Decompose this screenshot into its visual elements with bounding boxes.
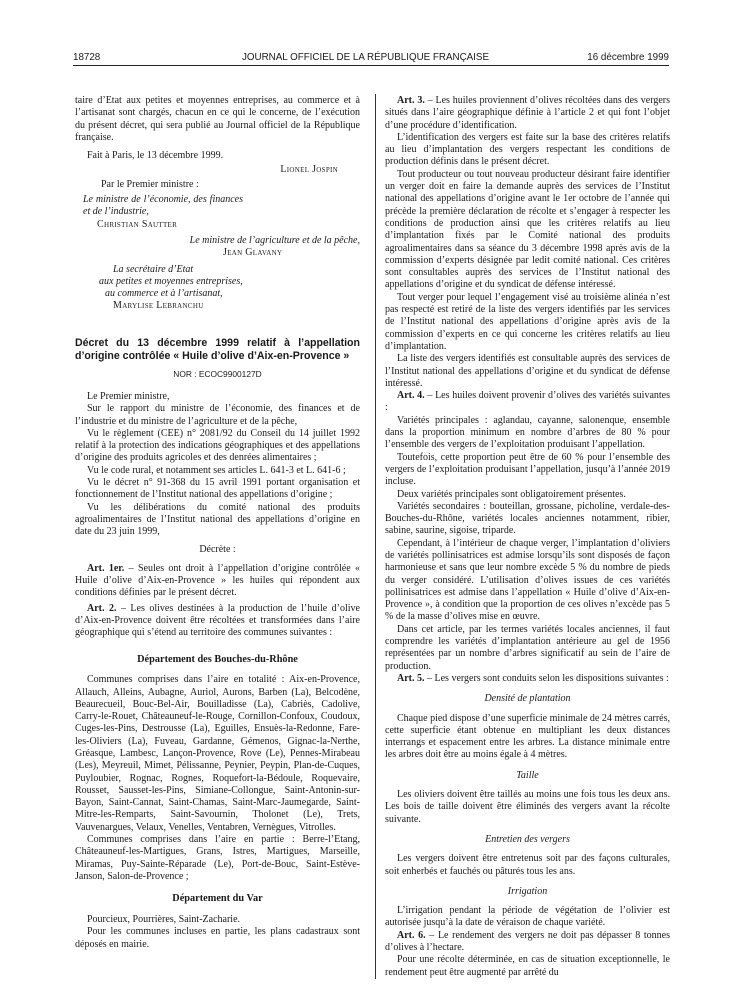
article-2-label: Art. 2. [87,602,117,614]
recolte-exceptionnelle: Pour une récolte déterminée, en cas de situation exceptionnelle, le rendement peut être augmenté par arrêté du [385,954,670,978]
signatory-1-name: Christian Sautter [97,218,178,230]
cependant: Cependant, à l’intérieur de chaque verger, l’implantation d’oliviers de variétés pollinisatrices est admise lorsqu’ils sont disposés de façon harmonieuse et sans que leur nombre excède 5 % du nombre de pieds du verger considéré. L’utilisation d’olives issues de ces variétés pollinisatrices est admise dans l’appellation « Huile d’olive d’Aix-en-Provence », à condition que la proportion de ces olives n’excède pas 5 % de la masse d’olives mise en œuvre. [385,537,670,623]
entretien-text: Les vergers doivent être entretenus soit par des façons culturales, soit enherbés et fauchés ou pâturés tous les ans. [385,853,670,877]
article-2 [75,603,360,640]
var-communes: Pourcieux, Pourrières, Saint-Zacharie. [87,913,241,925]
nor-reference: NOR : ECOC9900127D [173,368,262,379]
premier-ministre: Le Premier ministre, [87,390,170,402]
article-6-text: – Le rendement des vergers ne doit pas dépasser 8 tonnes d’olives à l’hectare. [385,929,670,953]
article-4-label: Art. 4. [397,390,425,402]
article-6-label: Art. 6. [397,929,426,941]
signatory-2-name: Jean Glavany [223,247,283,259]
article-2-text: – Les olives destinées à la production de l’huile d’olive d’Aix-en-Provence doivent être récoltées et transformées dans l’aire géographique qui s’étend au territoire des communes suivantes : [75,602,360,639]
department-bouches-du-rhone: Département des Bouches-du-Rhône [137,653,298,665]
visa-4: Vu les délibérations du comité national des produits agroalimentaires de l’Institut national des appellations d’origine en date du 23 juin 1999, [75,501,360,538]
signatory-2-title: Le ministre de l’agriculture et de la pêche, [189,234,360,246]
densite-text: Chaque pied dispose d’une superficie minimale de 24 mètres carrés, cette superficie étant obtenue en multipliant les deux distances interrangs et espacement entre les arbres. La distance minimale entre les arbres doit être au moins égale à 4 mètres. [385,712,670,761]
heading-densite: Densité de plantation [484,693,571,705]
article-5-label: Art. 5. [397,672,425,684]
visa-3: Vu le décret n° 91-368 du 15 avril 1991 portant organisation et fonctionnement de l’Institut national des appellations d’origine ; [75,477,360,501]
decree-title: Décret du 13 décembre 1999 relatif à l’appellation d’origine contrôlée « Huile d’olive d’Aix-en-Provence » [75,336,360,362]
article-5 [385,673,670,685]
intro-paragraph: taire d’Etat aux petites et moyennes entreprises, au commerce et à l’artisanat sont chargés, chacun en ce qui le concerne, de l’exécution du présent décret, qui sera publié au Journal officiel de la République française. [75,95,360,143]
article-3-paragraph-2: Tout producteur ou tout nouveau producteur désirant faire identifier un verger doit en faire la demande auprès des services de l’Institut national des appellations d’origine avant le 1er octobre de l’année qui précède la première déclaration de récolte et s’engager à respecter les conditions de production ainsi que les critères relatifs au lieu d’implantation fixés par le Comité national des produits agroalimentaires dans sa séance du 3 décembre 1998 après avis de la commission d’experts désignée par ledit comité national. Ces critères sont consultables auprès des services de l’Institut national des appellations d’origine et du syndicat de défense intéressé. [385,168,670,291]
article-1-text: – Seules ont droit à l’appellation d’origine contrôlée « Huile d’olive d’Aix-en-Provence » les huiles qui répondent aux conditions définies par le présent décret. [75,562,360,599]
article-5-text: – Les vergers sont conduits selon les dispositions suivantes : [424,672,669,684]
left-column [75,95,360,951]
column-divider [375,94,376,979]
page-number: 18728 [73,52,101,63]
heading-irrigation: Irrigation [507,885,548,897]
article-6 [385,930,670,955]
plans-cadastraux: Pour les communes incluses en partie, les plans cadastraux sont déposés en mairie. [75,926,360,950]
article-3-paragraph-3: Tout verger pour lequel l’engagement visé au troisième alinéa n’est pas respecté est retiré de la liste des vergers identifiés par les services de l’Institut national des appellations d’origine après avis de la commission d’experts en ce qui concerne les critères relatifs au lieu d’implantation. [385,291,670,352]
page-header [0,0,731,66]
header-rule [73,65,669,66]
varietes-locales: Dans cet article, par les termes variétés locales anciennes, il faut comprendre les variétés d’implantation antérieure au gel de 1956 représentées par un nombre d’arbres significatif au sein de l’aire de production. [385,623,670,672]
signatory-3-name: Marylise Lebranchu [113,300,204,312]
article-3-paragraph-1: L’identification des vergers est faite sur la base des critères relatifs au lieu d’implantation des vergers respectant les conditions de production définis dans le présent décret. [385,131,670,168]
visa-rapport: Sur le rapport du ministre de l’économie, des finances et de l’industrie et du ministre de l’agriculture et de la pêche, [75,403,360,427]
visa-1: Vu le règlement (CEE) n° 2081/92 du Conseil du 14 juillet 1992 relatif à la protection des indications géographiques et des appellations d’origine des produits agricoles et des denrées alimentaires ; [75,427,360,464]
communes-en-totalite: Communes comprises dans l’aire en totalité : Aix-en-Provence, Allauch, Alleins, Aubagne, Auriol, Aurons, Barben (La), Belcodène, Beaurecueil, Bouc-Bel-Air, Bouilladisse (La), Cabriès, Cadolive, Carry-le-Rouet, Châteauneuf-le-Rouge, Cornillon-Confoux, Coudoux, Cuges-les-Pins, Destrousse (La), Eguilles, Ensuès-la-Redonne, Fare-les-Oliviers (La), Fuveau, Gardanne, Gémenos, Gignac-la-Nerthe, Gréasque, Lambesc, Lançon-Provence, Rove (Le), Pennes-Mirabeau (Les), Meyreuil, Mimet, Pélissanne, Peynier, Peypin, Plan-de-Cuques, Puyloubier, Rognac, Rognes, Roquefort-la-Bédoule, Roquevaire, Rousset, Sausset-les-Pins, Simiane-Collongue, Saint-Antonin-sur-Bayon, Saint-Cannat, Saint-Chamas, Saint-Marc-Jaumegarde, Saint-Mitre-les-Remparts, Saint-Savournin, Tholonet (Le), Trets, Vauvenargues, Velaux, Venelles, Ventabren, Vernègues, Vitrolles. [75,674,360,833]
signatory-1-title: Le ministre de l’économie, des finances et de l’industrie, [83,194,243,218]
decrete: Décrète : [199,544,236,556]
heading-entretien: Entretien des vergers [485,833,570,845]
signatory-3-title-2: aux petites et moyennes entreprises, [99,275,243,287]
signatory-3-title-1: La secrétaire d’Etat [113,263,194,275]
article-3 [385,95,670,132]
article-3-text: – Les huiles proviennent d’olives récoltées dans des vergers situés dans l’aire géographique définie à l’article 2 et qui font l’objet d’une procédure d’identification. [385,95,670,131]
signatory-3-title-3: au commerce et à l’artisanat, [105,288,223,300]
visa-2: Vu le code rural, et notamment ses articles L. 641-3 et L. 641-6 ; [87,464,346,476]
irrigation-text: L’irrigation pendant la période de végétation de l’olivier est autorisée jusqu’à la date de véraison de chaque variété. [385,905,670,929]
communes-en-partie: Communes comprises dans l’aire en partie : Berre-l’Etang, Châteauneuf-les-Martigues, Grans, Istres, Martigues, Marseille, Miramas, Puy-Sainte-Réparade (Le), Port-de-Bouc, Saint-Estève-Janson, Salon-de-Provence ; [75,834,360,882]
varietes-principales: Variétés principales : aglandau, cayanne, salonenque, ensemble dans la proportion minimum en nombre d’arbres de 80 % pour l’ensemble des vergers de l’exploitation produisant l’appellation. [385,414,670,451]
article-1 [75,563,360,600]
department-var: Département du Var [172,893,263,905]
article-4 [385,390,670,415]
deux-varietes: Deux variétés principales sont obligatoirement présentes. [397,488,626,500]
heading-taille: Taille [516,769,539,781]
par-premier-ministre: Par le Premier ministre : [101,178,199,190]
article-3-paragraph-4: La liste des vergers identifiés est consultable auprès des services de l’Institut national des appellations d’origine et du syndicat de défense intéressé. [385,353,670,389]
taille-text: Les oliviers doivent être taillés au moins une fois tous les deux ans. Les bois de taille doivent être éliminés des vergers avant la récolte suivante. [385,789,670,825]
toutefois: Toutefois, cette proportion peut être de 60 % pour l’ensemble des vergers de l’exploitation produisant l’appellation, jusqu’à l’année 2019 incluse. [385,451,670,488]
place-date: Fait à Paris, le 13 décembre 1999. [87,150,224,162]
signer-prime-minister: Lionel Jospin [280,164,338,176]
article-3-label: Art. 3. [397,95,425,106]
article-1-label: Art. 1er. [87,562,125,574]
journal-title: JOURNAL OFFICIEL DE LA RÉPUBLIQUE FRANÇAISE [242,52,489,63]
right-column [385,95,670,979]
article-4-text: – Les huiles doivent provenir d’olives des variétés suivantes : [385,390,670,414]
varietes-secondaires: Variétés secondaires : bouteillan, grossane, picholine, verdale-des-Bouches-du-Rhône, variétés locales anciennes notamment, ribier, sabine, saurine, sigoise, triparde. [385,500,670,537]
issue-date: 16 décembre 1999 [587,52,669,63]
